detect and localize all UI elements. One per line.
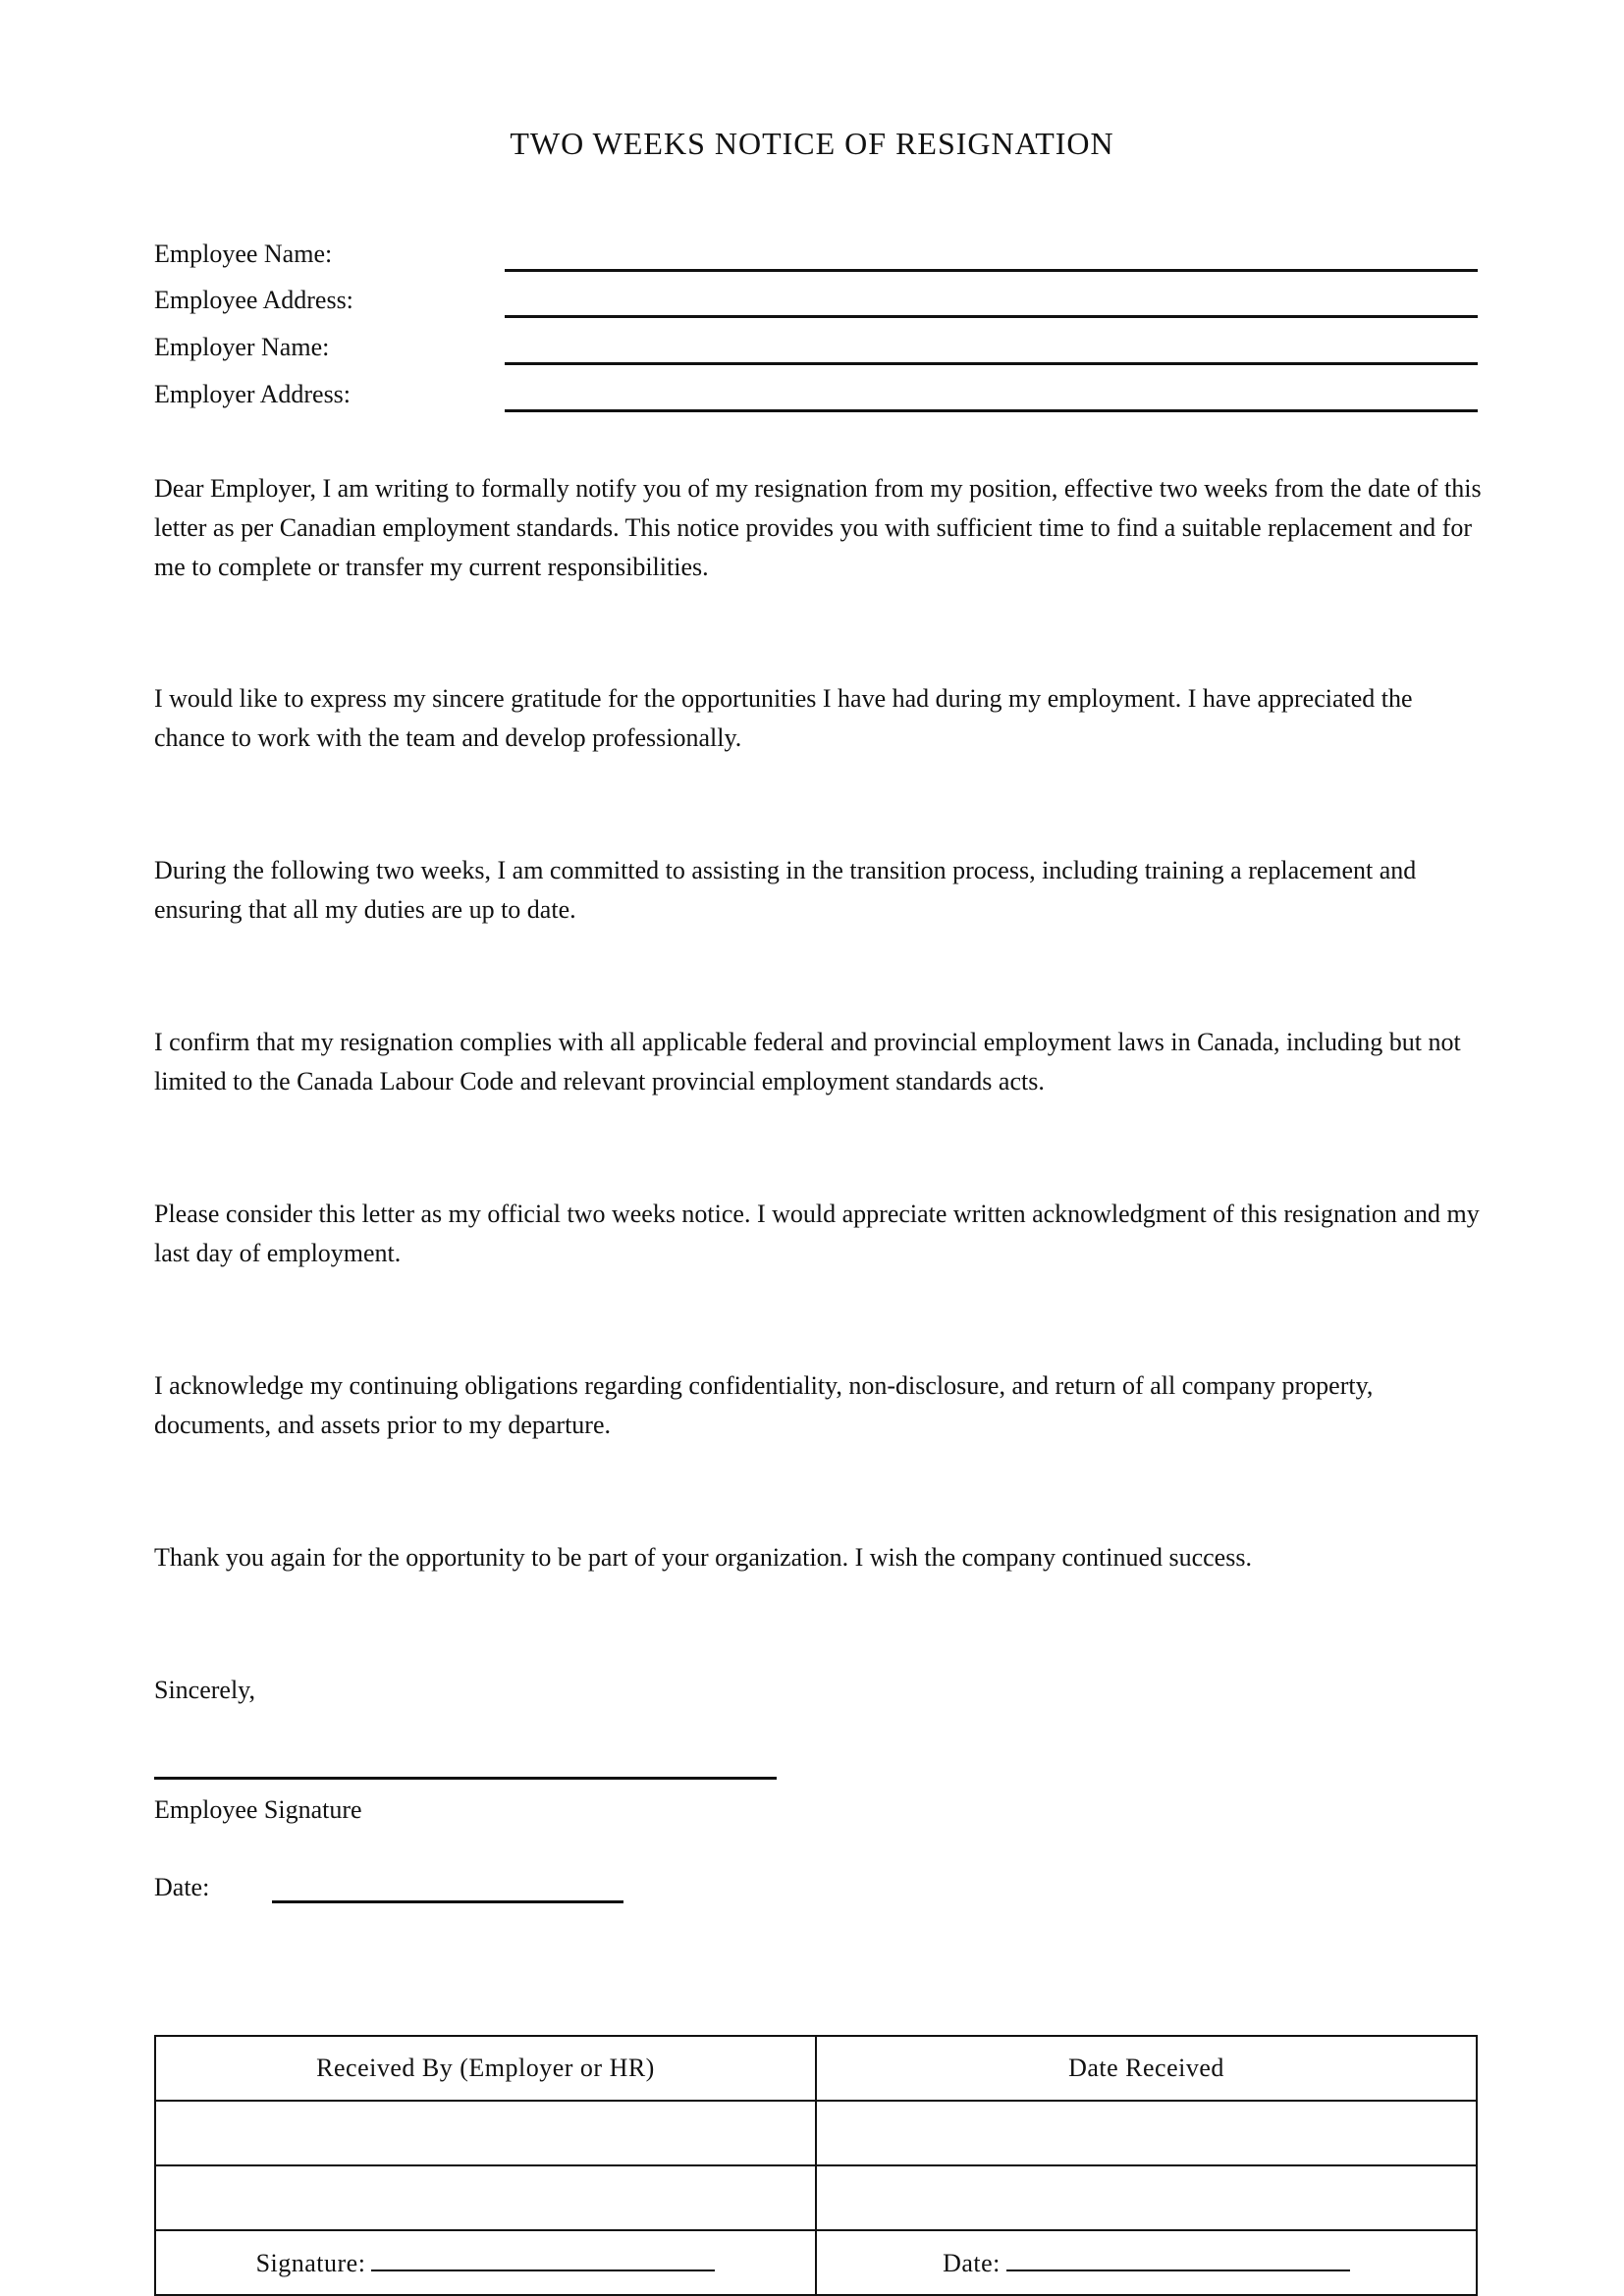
- paragraph-thanks: Thank you again for the opportunity to be part of your organization. I wish the company continued success.: [154, 1543, 1252, 1572]
- date-received-cell[interactable]: [816, 2165, 1477, 2230]
- paragraph-obligations: I acknowledge my continuing obligations regarding confidentiality, non-disclosure, and return of all company property, documents, and assets prior to my departure.: [154, 1371, 1374, 1439]
- employer-name-blank[interactable]: [505, 362, 1478, 365]
- employee-signature-label: Employee Signature: [154, 1795, 362, 1824]
- paragraph-compliance: I confirm that my resignation complies with all applicable federal and provincial employment laws in Canada, including but not limited to the Canada Labour Code and relevant provincial employment standards acts.: [154, 1028, 1461, 1095]
- receipt-signature-blank[interactable]: [371, 2248, 715, 2271]
- employer-address-field: [154, 373, 1478, 416]
- employer-name-field: [154, 326, 1478, 369]
- receipt-signature-label: Signature:: [255, 2248, 366, 2277]
- date-blank[interactable]: [272, 1900, 623, 1903]
- employee-signature-line[interactable]: [154, 1777, 777, 1780]
- paragraph-notice: Dear Employer, I am writing to formally notify you of my resignation from my position, effective two weeks from the date of this letter as per Canadian employment standards. This notice provides you with sufficient time to find a suitable replacement and for me to complete or transfer my current responsibilities.: [154, 474, 1482, 581]
- received-by-cell[interactable]: [155, 2101, 816, 2165]
- paragraph-gratitude: I would like to express my sincere gratitude for the opportunities I have had during my employment. I have appreciated the chance to work with the team and develop professionally.: [154, 684, 1413, 752]
- paragraph-acknowledgment-request: Please consider this letter as my official two weeks notice. I would appreciate written acknowledgment of this resignation and my last day of employment.: [154, 1200, 1480, 1267]
- date-received-cell[interactable]: [816, 2101, 1477, 2165]
- employer-name-label: Employer Name:: [154, 333, 330, 361]
- receipt-date-label: Date:: [943, 2248, 1001, 2277]
- receipt-table-row: [155, 2165, 1477, 2230]
- receipt-table-header-row: [155, 2036, 1477, 2101]
- employee-name-field: [154, 233, 1478, 276]
- receipt-date-blank[interactable]: [1006, 2248, 1350, 2271]
- date-received-header: Date Received: [816, 2036, 1477, 2101]
- closing-text: Sincerely,: [154, 1676, 255, 1704]
- document-title: TWO WEEKS NOTICE OF RESIGNATION: [510, 126, 1114, 161]
- paragraph-transition: During the following two weeks, I am committed to assisting in the transition process, including training a replacement and ensuring that all my duties are up to date.: [154, 856, 1417, 924]
- employee-name-label: Employee Name:: [154, 240, 333, 268]
- employer-address-blank[interactable]: [505, 409, 1478, 412]
- employer-address-label: Employer Address:: [154, 380, 352, 408]
- received-by-cell[interactable]: [155, 2165, 816, 2230]
- receipt-table-footer-row: [155, 2230, 1477, 2295]
- employee-address-blank[interactable]: [505, 315, 1478, 318]
- receipt-signature-cell: [155, 2230, 816, 2295]
- receipt-table: [154, 2035, 1478, 2296]
- employee-name-blank[interactable]: [505, 269, 1478, 272]
- date-label: Date:: [154, 1873, 210, 1901]
- receipt-date-cell: [816, 2230, 1477, 2295]
- employee-address-field: [154, 279, 1478, 322]
- employee-address-label: Employee Address:: [154, 286, 353, 314]
- received-by-header: Received By (Employer or HR): [155, 2036, 816, 2101]
- receipt-table-row: [155, 2101, 1477, 2165]
